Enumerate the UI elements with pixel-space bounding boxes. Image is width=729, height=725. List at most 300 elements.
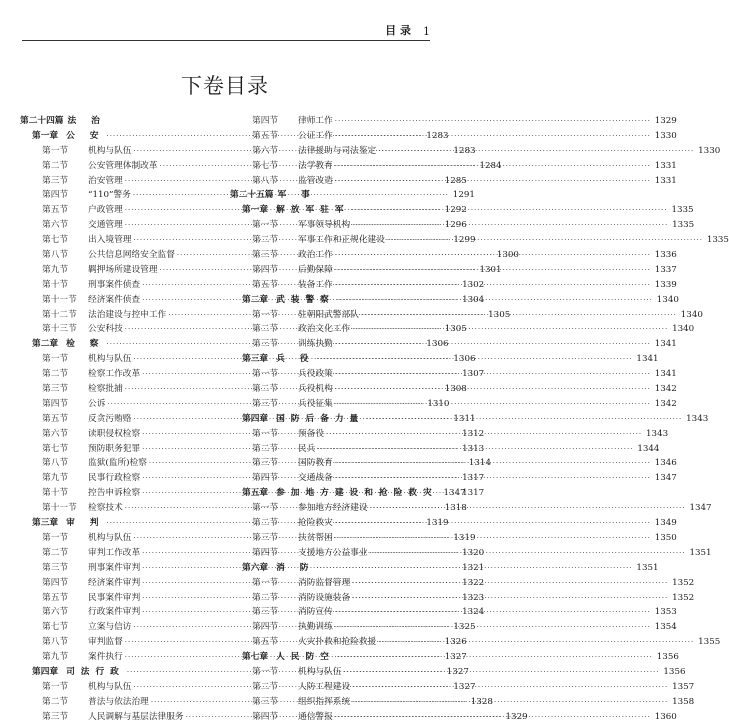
toc-entry-label bbox=[230, 546, 368, 561]
toc-entry-title: 法治建设与控申工作 bbox=[88, 309, 167, 320]
toc-entry-number: 第七章 bbox=[242, 652, 269, 663]
toc-entry-label bbox=[20, 531, 131, 546]
toc-entry-number: 第五章 bbox=[242, 488, 269, 499]
toc-entry-title: 机构与队伍 bbox=[88, 354, 132, 365]
toc-page-number: 1307 bbox=[462, 369, 485, 380]
toc-entry-title: 兵役征集 bbox=[298, 398, 333, 409]
toc-page-number: 1304 bbox=[462, 294, 485, 305]
toc-page-number: 1327 bbox=[444, 652, 467, 663]
toc-entry-title: 经济案件审判 bbox=[88, 577, 141, 588]
toc-entry-label bbox=[230, 159, 333, 174]
toc-page-number: 1306 bbox=[426, 339, 449, 350]
toc-page-number: 1328 bbox=[470, 696, 493, 707]
toc-page-number: 1324 bbox=[462, 607, 485, 618]
toc-entry-title: 军 事 bbox=[277, 190, 316, 201]
toc-page-number: 1347 bbox=[654, 473, 677, 484]
toc-entry-label bbox=[20, 561, 140, 576]
toc-entry-title: “110”警务 bbox=[88, 190, 131, 201]
toc-entry-number: 第四节 bbox=[42, 190, 69, 201]
toc-page-number: 1339 bbox=[654, 279, 677, 290]
toc-entry-label bbox=[230, 293, 335, 308]
toc-entry-label bbox=[230, 427, 324, 442]
toc-entry-number: 第九节 bbox=[42, 473, 69, 484]
toc-page-number: 1306 bbox=[453, 354, 476, 365]
dot-leader bbox=[366, 412, 682, 427]
toc-entry-label bbox=[230, 322, 350, 337]
toc-page-number: 1360 bbox=[654, 711, 677, 722]
toc-entry-title: 预备役 bbox=[298, 428, 325, 439]
toc-page-number: 1335 bbox=[706, 235, 729, 246]
toc-entry-number: 第十三节 bbox=[42, 324, 77, 335]
toc-entry-title: 律师工作 bbox=[298, 116, 333, 126]
toc-entry-number: 第一节 bbox=[42, 354, 69, 365]
toc-entry-number: 第二节 bbox=[42, 696, 69, 707]
toc-page-number: 1310 bbox=[427, 398, 450, 409]
toc-entry-number: 第四节 bbox=[252, 547, 279, 558]
toc-entry-number: 第六节 bbox=[252, 145, 279, 156]
toc-page-number: 1353 bbox=[654, 607, 677, 618]
toc-entry-label bbox=[230, 218, 350, 233]
toc-entry-label bbox=[20, 442, 140, 457]
toc-entry-label bbox=[20, 352, 131, 367]
toc-entry-number: 第一节 bbox=[42, 532, 69, 543]
toc-entry-title: 控告申诉检察 bbox=[88, 488, 141, 499]
toc-page-number: 1326 bbox=[444, 637, 467, 648]
toc-entry-label bbox=[20, 233, 131, 248]
toc-entry-title: 公安科技 bbox=[88, 324, 123, 335]
dot-leader bbox=[335, 114, 651, 129]
toc-entry-number: 第三节 bbox=[252, 532, 279, 543]
toc-entry-title: 交通管理 bbox=[88, 220, 123, 231]
toc-entry-title: 经济案件侦查 bbox=[88, 294, 141, 305]
toc-page-number: 1302 bbox=[462, 279, 485, 290]
toc-page-number: 1341 bbox=[654, 369, 677, 380]
toc-page-number: 1292 bbox=[444, 205, 467, 216]
toc-entry-label bbox=[230, 412, 364, 427]
dot-leader bbox=[352, 576, 668, 591]
dot-leader bbox=[335, 471, 651, 486]
toc-page-number: 1325 bbox=[453, 622, 476, 633]
dot-leader bbox=[335, 456, 651, 471]
toc-entry-title: 检察技术 bbox=[88, 503, 123, 514]
toc-page-number: 1349 bbox=[654, 518, 677, 529]
toc-entry-label bbox=[230, 337, 333, 352]
toc-page-number: 1335 bbox=[672, 220, 695, 231]
toc-page-number: 1329 bbox=[654, 116, 677, 126]
dot-leader bbox=[352, 591, 668, 606]
dot-leader bbox=[335, 367, 651, 382]
toc-page-number: 1344 bbox=[637, 443, 660, 454]
toc-entry-number: 第二章 bbox=[32, 339, 59, 350]
toc-entry-title: 国防教育 bbox=[298, 458, 333, 469]
dot-leader bbox=[335, 382, 651, 397]
toc-entry-label bbox=[230, 665, 341, 680]
toc-page-number: 1336 bbox=[654, 250, 677, 261]
toc-entry-title: 监管改造 bbox=[298, 175, 333, 186]
toc-entry-number: 第四节 bbox=[42, 577, 69, 588]
toc-entry-number: 第十节 bbox=[42, 279, 69, 290]
toc-entry-title: 行政案件审判 bbox=[88, 607, 141, 618]
toc-entry-number: 第五节 bbox=[252, 637, 279, 648]
toc-page-number: 1283 bbox=[426, 130, 449, 141]
toc-page-number: 1283 bbox=[453, 145, 476, 156]
toc-page-number: 1291 bbox=[452, 190, 475, 201]
toc-entry-label bbox=[20, 322, 123, 337]
toc-page-number: 1321 bbox=[462, 562, 485, 573]
toc-entry-number: 第一节 bbox=[42, 145, 69, 156]
toc-entry-title: 出入境管理 bbox=[88, 235, 132, 246]
toc-entry-number: 第四章 bbox=[242, 413, 269, 424]
toc-entry-label bbox=[230, 486, 438, 501]
toc-page-number: 1335 bbox=[671, 205, 694, 216]
dot-leader bbox=[335, 516, 651, 531]
toc-entry-label bbox=[20, 546, 140, 561]
toc-entry-label bbox=[230, 308, 359, 323]
toc-entry-label bbox=[230, 650, 335, 665]
toc-entry-number: 第二十五篇 bbox=[230, 190, 274, 201]
toc-entry-number: 第二节 bbox=[42, 160, 69, 171]
toc-page-number: 1354 bbox=[654, 622, 677, 633]
toc-page-number: 1319 bbox=[426, 518, 449, 529]
toc-entry-number: 第五节 bbox=[252, 279, 279, 290]
toc-entry-label bbox=[230, 188, 316, 203]
toc-entry-number: 第二节 bbox=[252, 518, 279, 529]
toc-entry-label bbox=[20, 144, 131, 159]
toc-entry-number: 第二节 bbox=[252, 384, 279, 395]
toc-entry-label bbox=[230, 174, 333, 189]
toc-entry-label bbox=[230, 605, 333, 620]
toc-entry-label bbox=[20, 114, 106, 129]
toc-page-number: 1305 bbox=[488, 309, 511, 320]
toc-entry-label bbox=[20, 486, 140, 501]
toc-page-number: 1317 bbox=[462, 488, 485, 499]
toc-entry-label bbox=[230, 367, 333, 382]
toc-entry-title: 机构与队伍 bbox=[298, 666, 342, 677]
toc-entry-number: 第八节 bbox=[252, 175, 279, 186]
toc-page-number: 1320 bbox=[462, 547, 485, 558]
toc-entry-title: 政治工作 bbox=[298, 250, 333, 261]
toc-entry-number: 第七节 bbox=[42, 443, 69, 454]
toc-page-number: 1318 bbox=[444, 503, 467, 514]
toc-page-number: 1356 bbox=[663, 666, 686, 677]
toc-entry-number: 第一节 bbox=[252, 428, 279, 439]
toc-entry-title: 民兵 bbox=[298, 443, 316, 454]
toc-page-number: 1341 bbox=[636, 354, 659, 365]
toc-entry-title: 装备工作 bbox=[298, 279, 333, 290]
toc-entry-label bbox=[230, 710, 333, 725]
toc-part-row bbox=[20, 114, 220, 129]
toc-entry-label bbox=[20, 695, 149, 710]
toc-page-number: 1323 bbox=[462, 592, 485, 603]
toc-entry-number: 第四节 bbox=[252, 622, 279, 633]
toc-entry-label bbox=[20, 516, 104, 531]
toc-entry-number: 第五节 bbox=[42, 413, 69, 424]
toc-entry-title: 公共信息网络安全监督 bbox=[88, 250, 175, 261]
toc-entry-number: 第六节 bbox=[42, 607, 69, 618]
toc-entry-title: 刑事案件侦查 bbox=[88, 279, 141, 290]
toc-entry-number: 第四节 bbox=[252, 264, 279, 275]
toc-entry-title: 武装警察 bbox=[276, 294, 335, 305]
toc-chapter-row bbox=[230, 486, 466, 501]
toc-page-number: 1343 bbox=[646, 428, 669, 439]
dot-leader bbox=[337, 650, 653, 665]
dot-leader bbox=[335, 278, 651, 293]
toc-entry-number: 第五节 bbox=[252, 130, 279, 141]
toc-entry-number: 第三节 bbox=[42, 711, 69, 722]
toc-entry-title: 反贪污贿赂 bbox=[88, 413, 132, 424]
toc-entry-title: 抢险救灾 bbox=[298, 518, 333, 529]
dot-leader bbox=[316, 352, 632, 367]
toc-entry-label bbox=[20, 605, 140, 620]
toc-entry-label bbox=[20, 218, 123, 233]
toc-entry-label bbox=[230, 144, 376, 159]
toc-entry-title: 法学教育 bbox=[298, 160, 333, 171]
toc-entry-label bbox=[230, 501, 368, 516]
toc-entry-number: 第三节 bbox=[252, 339, 279, 350]
toc-entry-title: 通信警报 bbox=[298, 711, 333, 722]
toc-page-number: 1342 bbox=[654, 398, 677, 409]
toc-entry-label bbox=[20, 650, 123, 665]
toc-entry-number: 第四节 bbox=[252, 711, 279, 722]
toc-entry-label bbox=[230, 680, 350, 695]
toc-entry-title: 执勤训练 bbox=[298, 622, 333, 633]
toc-entry-title: 治安管理 bbox=[88, 175, 123, 186]
dot-leader bbox=[335, 248, 651, 263]
toc-entry-label bbox=[230, 263, 333, 278]
toc-entry-number: 第二节 bbox=[252, 443, 279, 454]
toc-entry-title: 消防监督管理 bbox=[298, 577, 351, 588]
toc-entry-label bbox=[230, 352, 314, 367]
toc-entry-label bbox=[20, 278, 140, 293]
toc-page-number: 1352 bbox=[672, 592, 695, 603]
toc-entry-title: 军事领导机构 bbox=[298, 220, 351, 231]
toc-page-number: 1312 bbox=[462, 428, 485, 439]
toc-entry-label bbox=[230, 561, 314, 576]
toc-entry-title: 人防工程建设 bbox=[298, 681, 351, 692]
toc-entry-label bbox=[20, 129, 104, 144]
toc-entry-title: 参加地方经济建设 bbox=[298, 503, 368, 514]
toc-entry-title: 交通战备 bbox=[298, 473, 333, 484]
toc-entry-number: 第十节 bbox=[42, 488, 69, 499]
dot-leader bbox=[335, 159, 651, 174]
toc-entry-title: 消防设施装备 bbox=[298, 592, 351, 603]
toc-entry-number: 第三节 bbox=[42, 384, 69, 395]
toc-entry-title: 机构与队伍 bbox=[88, 681, 132, 692]
toc-entry-number: 第一节 bbox=[252, 369, 279, 380]
toc-entry-title: 羁押场所建设管理 bbox=[88, 264, 158, 275]
toc-entry-number: 第九节 bbox=[42, 652, 69, 663]
toc-page-number: 1351 bbox=[636, 562, 659, 573]
toc-page-number: 1296 bbox=[444, 220, 467, 231]
toc-entry-label bbox=[230, 129, 333, 144]
dot-leader bbox=[335, 531, 651, 546]
toc-entry-label bbox=[230, 620, 333, 635]
toc-entry-number: 第六节 bbox=[42, 220, 69, 231]
toc-entry-number: 第三节 bbox=[252, 607, 279, 618]
toc-entry-label bbox=[20, 308, 166, 323]
toc-entry-number: 第二节 bbox=[252, 681, 279, 692]
toc-entry-title: 兵役机构 bbox=[298, 384, 333, 395]
toc-page-number: 1322 bbox=[462, 577, 485, 588]
toc-page-number: 1347 bbox=[689, 503, 712, 514]
toc-entry-number: 第一节 bbox=[252, 577, 279, 588]
toc-entry-title: 预防职务犯罪 bbox=[88, 443, 141, 454]
toc-entry-label bbox=[20, 576, 140, 591]
toc-entry-label bbox=[20, 471, 140, 486]
toc-page-number: 1355 bbox=[698, 637, 721, 648]
toc-entry-label bbox=[20, 427, 140, 442]
toc-entry-number: 第十一节 bbox=[42, 294, 77, 305]
toc-entry-label bbox=[20, 293, 140, 308]
toc-entry-title: 刑事案件审判 bbox=[88, 562, 141, 573]
dot-leader bbox=[352, 218, 668, 233]
toc-entry-label bbox=[20, 680, 131, 695]
toc-entry-number: 第一节 bbox=[252, 666, 279, 677]
dot-leader bbox=[335, 263, 651, 278]
dot-leader bbox=[352, 680, 668, 695]
dot-leader bbox=[335, 337, 651, 352]
toc-page-number: 1331 bbox=[654, 160, 677, 171]
toc-entry-label bbox=[20, 501, 123, 516]
toc-entry-label bbox=[230, 382, 333, 397]
toc-entry-label bbox=[230, 591, 350, 606]
toc-page-number: 1299 bbox=[453, 235, 476, 246]
toc-entry-title: 兵 役 bbox=[276, 354, 315, 365]
toc-entry-number: 第二节 bbox=[252, 592, 279, 603]
toc-entry-label bbox=[230, 456, 333, 471]
toc-entry-title: 审判工作改革 bbox=[88, 547, 141, 558]
toc-page-number: 1331 bbox=[654, 175, 677, 186]
toc-entry-title: 检察批捕 bbox=[88, 384, 123, 395]
toc-entry-label bbox=[20, 382, 123, 397]
toc-entry-number: 第二节 bbox=[252, 324, 279, 335]
dot-leader bbox=[337, 293, 653, 308]
dot-leader bbox=[352, 322, 668, 337]
toc-page-number: 1319 bbox=[453, 532, 476, 543]
toc-entry-label bbox=[20, 620, 131, 635]
toc-page-number: 1330 bbox=[698, 145, 721, 156]
toc-page-number: 1284 bbox=[479, 160, 502, 171]
toc-entry-title: 检察工作改革 bbox=[88, 369, 141, 380]
toc-page-number: 1330 bbox=[654, 130, 677, 141]
toc-entry-title: 公安管理体制改革 bbox=[88, 160, 158, 171]
toc-entry-title: 驻朝阳武警部队 bbox=[298, 309, 359, 320]
toc-entry-title: 普法与依法治理 bbox=[88, 696, 149, 707]
toc-entry-title: 检 察 bbox=[66, 339, 105, 350]
toc-entry-title: 后勤保障 bbox=[298, 264, 333, 275]
toc-page-number: 1314 bbox=[468, 458, 491, 469]
toc-entry-title: 兵役政策 bbox=[298, 369, 333, 380]
dot-leader bbox=[370, 501, 686, 516]
toc-page-number: 1340 bbox=[656, 294, 679, 305]
toc-entry-title: 扶贫帮困 bbox=[298, 532, 333, 543]
dot-leader bbox=[335, 397, 651, 412]
toc-entry-title: 审判监督 bbox=[88, 637, 123, 648]
dot-leader bbox=[378, 144, 694, 159]
toc-entry-number: 第六节 bbox=[42, 428, 69, 439]
toc-entry-number: 第八节 bbox=[42, 458, 69, 469]
dot-leader bbox=[335, 129, 651, 144]
toc-entry-title: 火灾扑救和抢险救援 bbox=[298, 637, 377, 648]
toc-entry-label bbox=[230, 516, 333, 531]
toc-entry-number: 第二节 bbox=[252, 235, 279, 246]
toc-page-number: 1337 bbox=[654, 264, 677, 275]
toc-entry-label bbox=[20, 591, 140, 606]
toc-entry-title: 立案与信访 bbox=[88, 622, 132, 633]
toc-entry-title: 民事行政检察 bbox=[88, 473, 141, 484]
header-title: 目 录 bbox=[385, 24, 411, 37]
toc-entry-title: 支援地方公益事业 bbox=[298, 547, 368, 558]
dot-leader bbox=[317, 442, 633, 457]
toc-entry-number: 第七节 bbox=[42, 622, 69, 633]
toc-page-number: 1358 bbox=[672, 696, 695, 707]
toc-entry-number: 第五节 bbox=[42, 205, 69, 216]
toc-page-number: 1305 bbox=[444, 324, 467, 335]
toc-entry-number: 第七节 bbox=[42, 235, 69, 246]
toc-entry-number: 第二节 bbox=[42, 369, 69, 380]
toc-entry-number: 第六章 bbox=[242, 562, 269, 573]
page-title: 下卷目录 bbox=[181, 74, 269, 98]
toc-entry-number: 第四节 bbox=[252, 116, 279, 126]
toc-page-number: 1285 bbox=[444, 175, 467, 186]
toc-entry-number: 第十一节 bbox=[42, 503, 77, 514]
toc-entry-label bbox=[20, 159, 158, 174]
toc-entry-title: 公 安 bbox=[66, 130, 105, 141]
toc-entry-title: 案件执行 bbox=[88, 652, 123, 663]
toc-entry-title: 机构与队伍 bbox=[88, 145, 132, 156]
toc-entry-label bbox=[20, 412, 131, 427]
toc-entry-number: 第三章 bbox=[32, 518, 59, 529]
toc-entry-title: 解放军驻军 bbox=[276, 205, 350, 216]
toc-entry-label bbox=[20, 203, 123, 218]
toc-entry-title: 人民调解与基层法律服务 bbox=[88, 711, 184, 722]
toc-entry-title: 审 判 bbox=[66, 518, 105, 529]
toc-entry-number: 第八节 bbox=[42, 250, 69, 261]
toc-entry-label bbox=[230, 397, 333, 412]
dot-leader bbox=[387, 233, 703, 248]
toc-page-number: 1311 bbox=[453, 413, 476, 424]
toc-entry-number: 第三节 bbox=[252, 458, 279, 469]
toc-page-number: 1340 bbox=[680, 309, 703, 320]
toc-entry-number: 第二节 bbox=[42, 547, 69, 558]
toc-entry-title: 参加地方建设和抢险救灾 bbox=[276, 488, 438, 499]
dot-leader bbox=[316, 561, 632, 576]
toc-entry-label bbox=[230, 278, 333, 293]
toc-entry-number: 第七节 bbox=[252, 160, 279, 171]
toc-entry-label bbox=[230, 114, 333, 129]
toc-entry-title: 政治文化工作 bbox=[298, 324, 351, 335]
toc-entry-number: 第一节 bbox=[42, 681, 69, 692]
toc-entry-number: 第二章 bbox=[242, 294, 269, 305]
toc-entry-number: 第三节 bbox=[252, 398, 279, 409]
toc-entry-label bbox=[230, 531, 333, 546]
toc-page-number: 1327 bbox=[453, 681, 476, 692]
header-page-number: 1 bbox=[423, 25, 430, 38]
toc-page-number: 1313 bbox=[462, 443, 485, 454]
toc-entry-title: 国防后备力量 bbox=[276, 413, 365, 424]
toc-page-number: 1342 bbox=[654, 384, 677, 395]
toc-entry-label bbox=[20, 263, 158, 278]
toc-entry-label bbox=[230, 695, 350, 710]
toc-entry-title: 机构与队伍 bbox=[88, 532, 132, 543]
toc-section-row bbox=[230, 114, 677, 129]
toc-entry-label bbox=[230, 576, 350, 591]
toc-entry-title: 军事工作和正规化建设 bbox=[298, 235, 385, 246]
toc-page-number: 1351 bbox=[689, 547, 712, 558]
toc-part-row bbox=[230, 188, 430, 203]
toc-entry-label bbox=[230, 233, 385, 248]
toc-page-number: 1301 bbox=[479, 264, 502, 275]
